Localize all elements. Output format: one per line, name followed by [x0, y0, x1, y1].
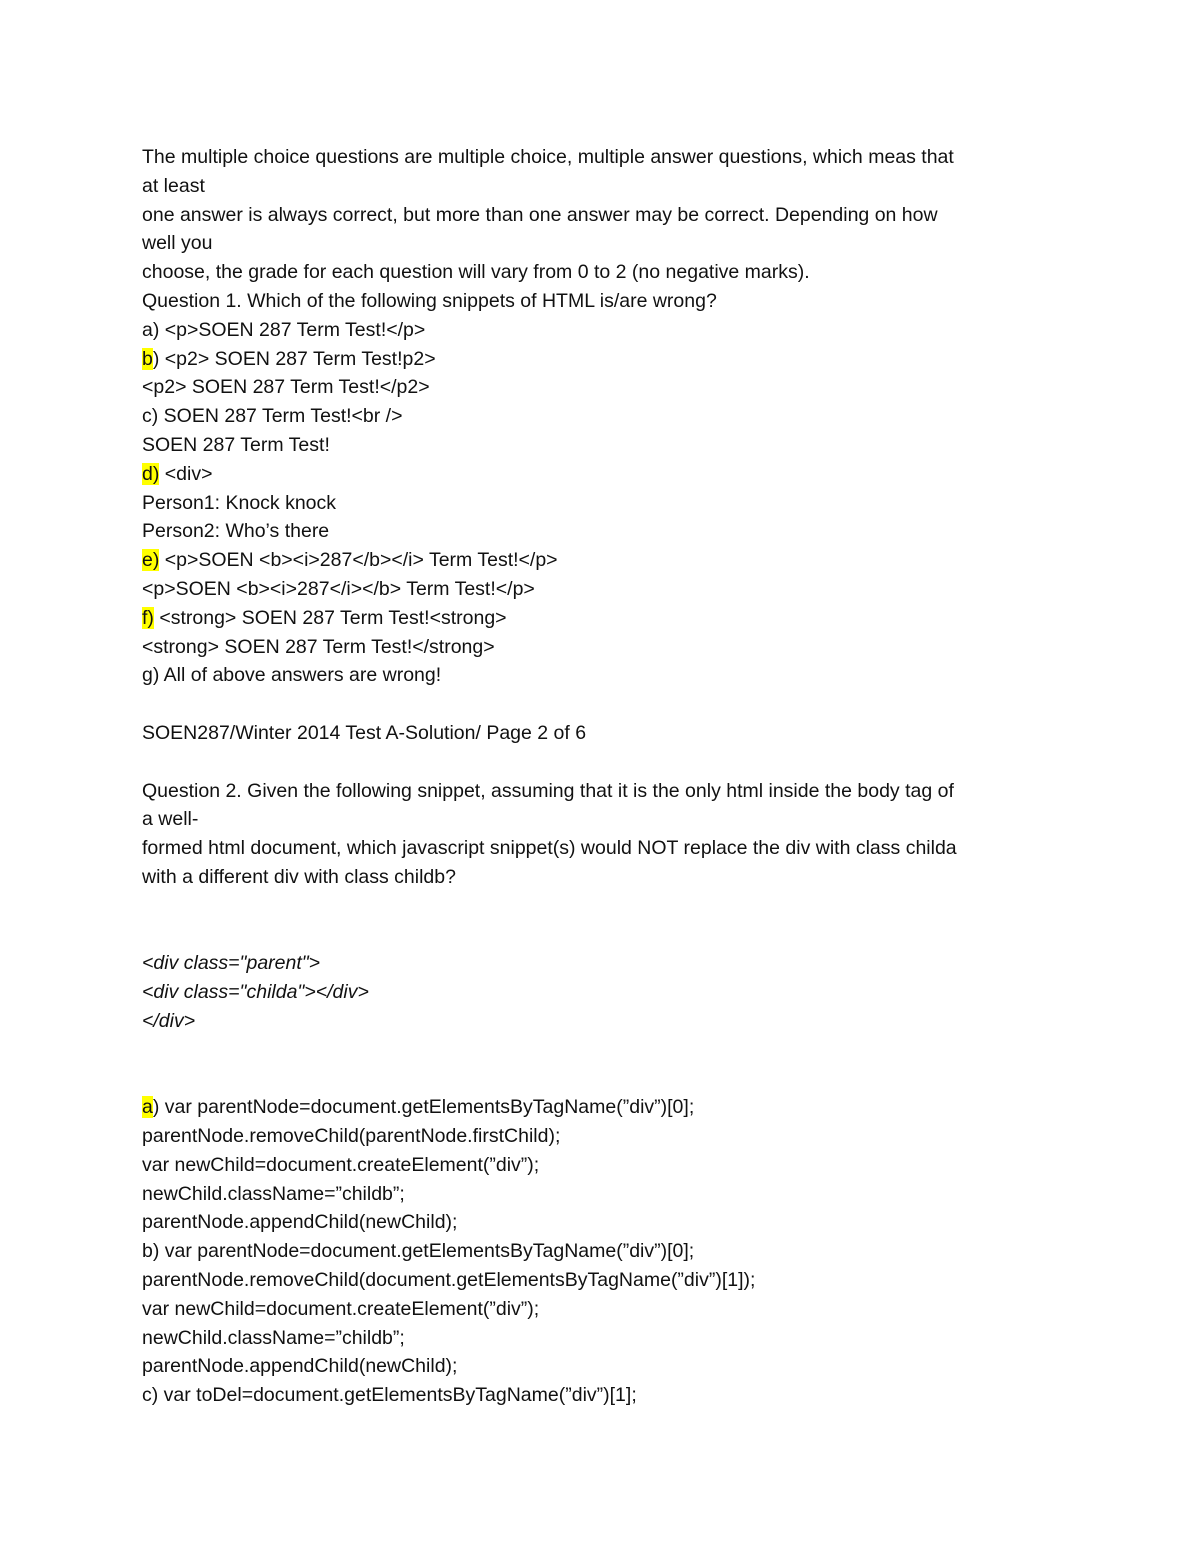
intro-line: at least [142, 174, 205, 197]
q1-option-b-paren: ) [152, 347, 160, 370]
q2-option-a-text: ) var parentNode=document.getElementsByTagName(”div”)[0]; [152, 1096, 695, 1119]
spacer [142, 690, 1062, 719]
question-1-title: Question 1. Which of the following snippets of HTML is/are wrong? [142, 289, 717, 312]
q1-option-d-line-2: Person1: Knock knock [142, 491, 337, 514]
q1-option-e-text: <p>SOEN <b><i>287</b></i> Term Test!</p> [159, 549, 558, 572]
q2-option-a-label-highlight: a [142, 1096, 153, 1119]
q1-option-a [142, 316, 1062, 345]
spacer [142, 748, 1062, 777]
q2-html-snippet-line: <div class="childa"></div> [142, 981, 369, 1004]
q2-html-snippet-line: <div class="parent"> [142, 952, 321, 975]
q2-option-b-line: parentNode.removeChild(document.getElementsByTagName(”div”)[1]); [142, 1269, 756, 1292]
q1-option-f-text: <strong> SOEN 287 Term Test!<strong> [153, 606, 507, 629]
q1-option-d-text: <div> [159, 462, 213, 485]
question-2-title: a well- [142, 808, 199, 831]
q1-option-d-label-highlight: d) [142, 462, 160, 485]
q1-option-b-label-highlight: b [142, 347, 153, 370]
q2-option-b-line: parentNode.appendChild(newChild); [142, 1355, 458, 1378]
q2-option-a-line: newChild.className=”childb”; [142, 1182, 405, 1205]
q1-option-b [142, 345, 1062, 374]
q2-option-b-line: newChild.className=”childb”; [142, 1326, 405, 1349]
q1-option-g: g) All of above answers are wrong! [142, 664, 442, 687]
q2-html-snippet-line: </div> [142, 1009, 196, 1032]
q1-option-f [142, 604, 1062, 633]
q1-option-c [142, 402, 1062, 431]
q1-option-d-line-3: Person2: Who’s there [142, 520, 330, 543]
q2-option-b-line: var newChild=document.createElement(”div”); [142, 1297, 540, 1320]
q1-option-f-line-2: <strong> SOEN 287 Term Test!</strong> [142, 635, 495, 658]
q2-option-a-line: parentNode.appendChild(newChild); [142, 1211, 458, 1234]
q1-option-a-label: a) [142, 318, 160, 341]
spacer [142, 892, 1062, 950]
q1-option-f-label-highlight: f) [142, 606, 154, 629]
page-footer: SOEN287/Winter 2014 Test A-Solution/ Page 2 of 6 [142, 721, 587, 744]
q2-option-a [142, 1093, 1062, 1122]
question-2-title: formed html document, which javascript snippet(s) would NOT replace the div with class childa [142, 837, 957, 860]
q1-option-e [142, 546, 1062, 575]
q2-option-a-line: var newChild=document.createElement(”div”); [142, 1153, 540, 1176]
question-2-title: Question 2. Given the following snippet, assuming that it is the only html inside the body tag of [142, 779, 954, 802]
q1-option-c-label: c) [142, 405, 159, 428]
q1-option-e-line-2: <p>SOEN <b><i>287</i></b> Term Test!</p> [142, 577, 535, 600]
q1-option-d [142, 460, 1062, 489]
q1-option-e-label-highlight: e) [142, 549, 160, 572]
intro-line: choose, the grade for each question will vary from 0 to 2 (no negative marks). [142, 261, 810, 284]
spacer [142, 1036, 1062, 1094]
q2-option-b-line: b) var parentNode=document.getElementsByTagName(”div”)[0]; [142, 1240, 695, 1263]
question-2-title: with a different div with class childb? [142, 865, 456, 888]
q1-option-b-line-2: <p2> SOEN 287 Term Test!</p2> [142, 376, 430, 399]
q1-option-c-line-2: SOEN 287 Term Test! [142, 433, 330, 456]
intro-line: The multiple choice questions are multiple choice, multiple answer questions, which meas that [142, 146, 954, 168]
q1-option-c-text: SOEN 287 Term Test!<br /> [158, 405, 403, 428]
q2-option-c-line: c) var toDel=document.getElementsByTagName(”div”)[1]; [142, 1384, 637, 1407]
q1-option-b-text: <p2> SOEN 287 Term Test!p2> [159, 347, 436, 370]
q2-option-a-line: parentNode.removeChild(parentNode.firstChild); [142, 1125, 561, 1148]
q1-option-a-text: <p>SOEN 287 Term Test!</p> [159, 318, 426, 341]
intro-line: well you [142, 232, 213, 255]
page-content [142, 143, 1062, 1410]
intro-line: one answer is always correct, but more than one answer may be correct. Depending on how [142, 203, 938, 226]
